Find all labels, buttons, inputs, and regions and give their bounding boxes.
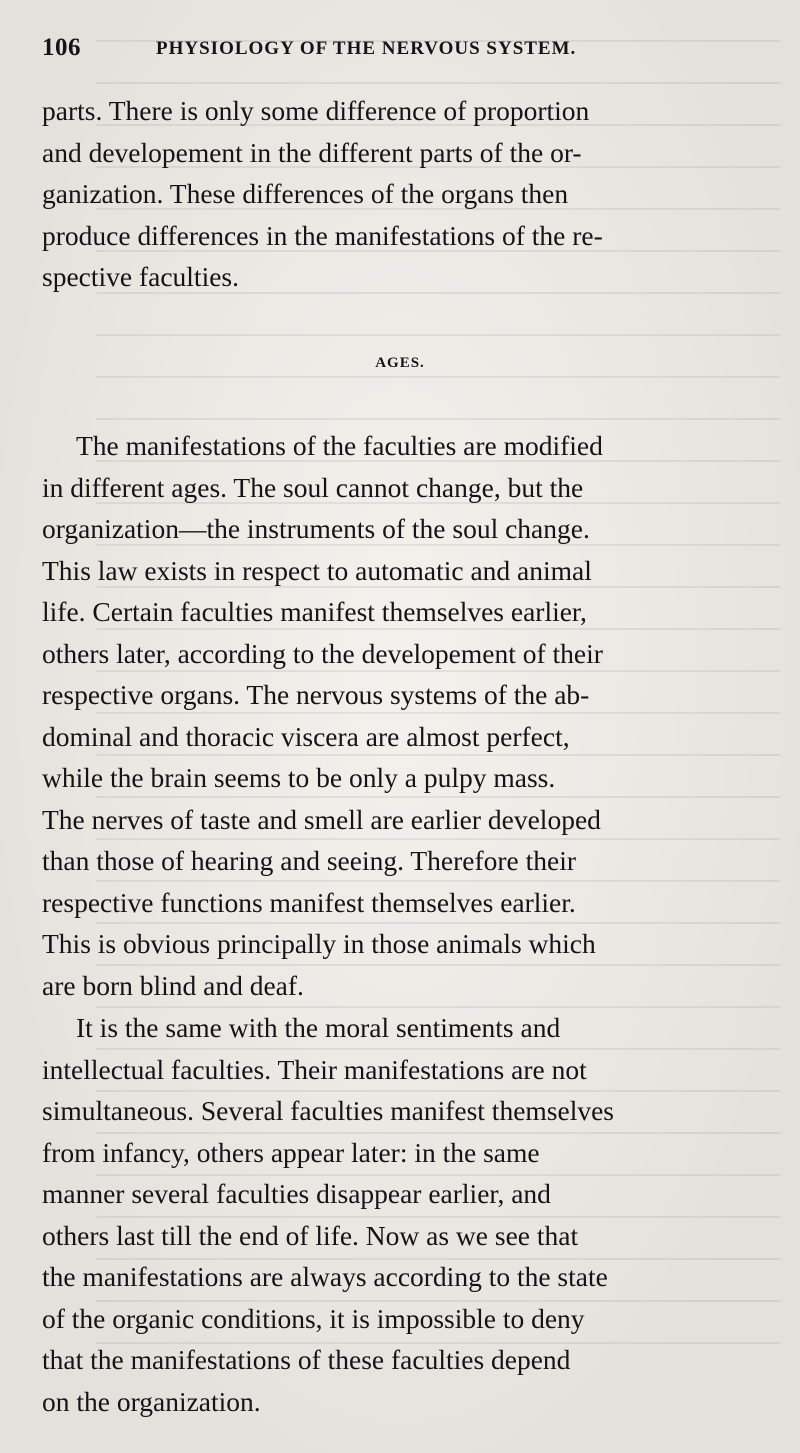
text-line: others last till the end of life. Now as we see that (42, 1219, 579, 1251)
text-line: than those of hearing and seeing. Therefore their (42, 845, 577, 876)
paragraph-1 (42, 90, 762, 298)
text-line: It is the same with the moral sentiments and (76, 1012, 561, 1043)
text-line: parts. There is only some difference of proportion (42, 95, 590, 126)
text-line: while the brain seems to be only a pulpy mass. (42, 762, 556, 793)
text-line: from infancy, others appear later: in the same (42, 1136, 540, 1168)
text-line: ganization. These differences of the organs then (42, 178, 569, 209)
text-line: intellectual faculties. Their manifestations are not (42, 1053, 587, 1085)
page-number: 106 (42, 34, 81, 61)
text-line: respective functions manifest themselves earlier. (42, 886, 576, 918)
text-line: spective faculties. (42, 261, 239, 292)
text-line: life. Certain faculties manifest themselves earlier, (42, 596, 587, 627)
text-line: on the organization. (42, 1385, 261, 1417)
text-line: in different ages. The soul cannot change, but the (42, 471, 584, 503)
text-line: This law exists in respect to automatic and animal (42, 554, 592, 586)
text-line: and developement in the different parts of the or- (42, 136, 582, 168)
text-line: the manifestations are always according to the state (42, 1261, 608, 1292)
paragraph-3 (42, 1007, 762, 1422)
section-heading: AGES. (375, 355, 425, 371)
text-line: of the organic conditions, it is impossible to deny (42, 1302, 585, 1334)
text-line: others later, according to the developement of their (42, 637, 603, 669)
text-line: are born blind and deaf. (42, 969, 304, 1001)
text-line: simultaneous. Several faculties manifest themselves (42, 1095, 614, 1126)
text-line: dominal and thoracic viscera are almost perfect, (42, 720, 570, 752)
text-line: organization—the instruments of the soul change. (42, 513, 590, 544)
text-line: The manifestations of the faculties are modified (76, 430, 603, 461)
text-line: produce differences in the manifestations of the re- (42, 219, 603, 251)
page-header (42, 34, 762, 66)
text-line: that the manifestations of these faculties depend (42, 1344, 571, 1375)
text-line: The nerves of taste and smell are earlier developed (42, 803, 601, 835)
text-line: respective organs. The nervous systems of the ab- (42, 679, 590, 710)
running-head: PHYSIOLOGY OF THE NERVOUS SYSTEM. (156, 38, 577, 59)
paragraph-2 (42, 425, 762, 1006)
text-line: manner several faculties disappear earlier, and (42, 1178, 551, 1209)
text-line: This is obvious principally in those animals which (42, 928, 596, 959)
